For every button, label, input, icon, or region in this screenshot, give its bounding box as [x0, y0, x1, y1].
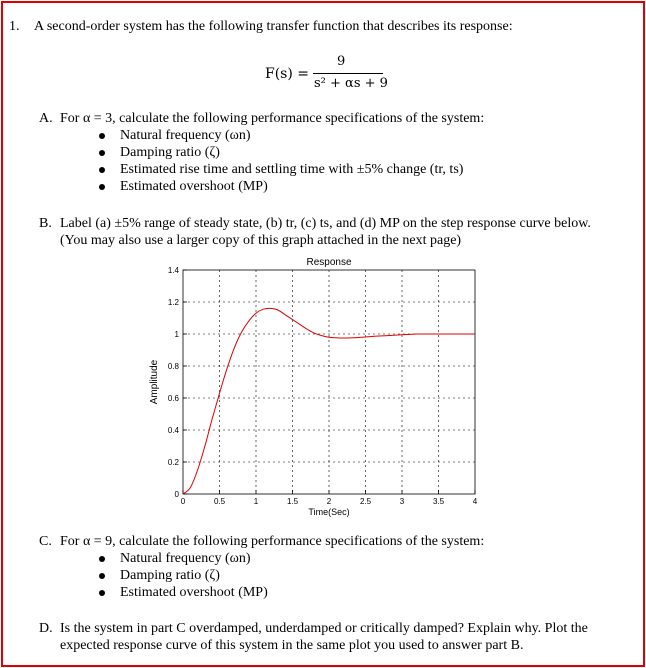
x-tick-label: 3.5 [432, 497, 445, 506]
partA-item-4: Estimated overshoot (MP) [120, 179, 268, 194]
bullet [99, 167, 105, 173]
y-tick-label: 0.6 [167, 394, 179, 403]
bullet [99, 556, 105, 562]
partA-prompt: For α = 3, calculate the following performance specifications of the system: [60, 111, 485, 126]
partD-line-2: expected response curve of this system in the same plot you used to answer part B. [60, 638, 524, 653]
tf-lhs: F(s) = [265, 66, 310, 82]
x-tick-label: 1.5 [286, 497, 299, 506]
partA-item-1: Natural frequency (ωn) [120, 128, 251, 143]
tf-numerator: 9 [337, 54, 346, 69]
partB-line-1: Label (a) ±5% range of steady state, (b) tr, (c) ts, and (d) MP on the step response curve below. [60, 216, 591, 231]
bullet [99, 590, 105, 596]
question-number: 1. [9, 19, 20, 34]
tf-fraction-bar [313, 73, 383, 74]
y-tick-label: 0.2 [167, 458, 179, 467]
y-tick-label: 0.4 [167, 426, 179, 435]
x-tick-label: 1 [253, 497, 259, 506]
y-tick-label: 1 [174, 330, 179, 339]
x-tick-label: 2.5 [359, 497, 372, 506]
partD-label: D. [39, 621, 53, 636]
question-intro: A second-order system has the following transfer function that describes its response: [34, 19, 513, 34]
partC-item-3: Estimated overshoot (MP) [120, 585, 268, 600]
tf-denominator: s² + αs + 9 [314, 76, 388, 91]
partC-prompt: For α = 9, calculate the following performance specifications of the system: [60, 534, 485, 549]
chart-ylabel: Amplitude [149, 359, 160, 405]
partC-item-2: Damping ratio (ζ) [120, 568, 220, 583]
y-tick-label: 1.4 [167, 266, 179, 275]
x-tick-label: 2 [326, 497, 332, 506]
partA-item-3: Estimated rise time and settling time with ±5% change (tr, ts) [120, 162, 464, 177]
partC-label: C. [39, 534, 52, 549]
y-tick-label: 1.2 [167, 298, 179, 307]
bullet [99, 573, 105, 579]
y-tick-label: 0.8 [167, 362, 179, 371]
page-border [1, 1, 645, 667]
x-tick-label: 0 [180, 497, 186, 506]
x-tick-label: 0.5 [213, 497, 226, 506]
partD-line-1: Is the system in part C overdamped, underdamped or critically damped? Explain why. Plot the [60, 621, 588, 636]
bullet [99, 184, 105, 190]
partA-label: A. [39, 111, 53, 126]
partC-item-1: Natural frequency (ωn) [120, 551, 251, 566]
chart-xlabel: Time(Sec) [308, 507, 350, 517]
chart-title: Response [306, 257, 352, 268]
partA-item-2: Damping ratio (ζ) [120, 145, 220, 160]
x-tick-label: 4 [472, 497, 478, 506]
x-tick-label: 3 [399, 497, 405, 506]
partB-label: B. [39, 216, 52, 231]
bullet [99, 133, 105, 139]
bullet [99, 150, 105, 156]
y-tick-label: 0 [174, 490, 179, 499]
partB-line-2: (You may also use a larger copy of this graph attached in the next page) [60, 233, 462, 248]
